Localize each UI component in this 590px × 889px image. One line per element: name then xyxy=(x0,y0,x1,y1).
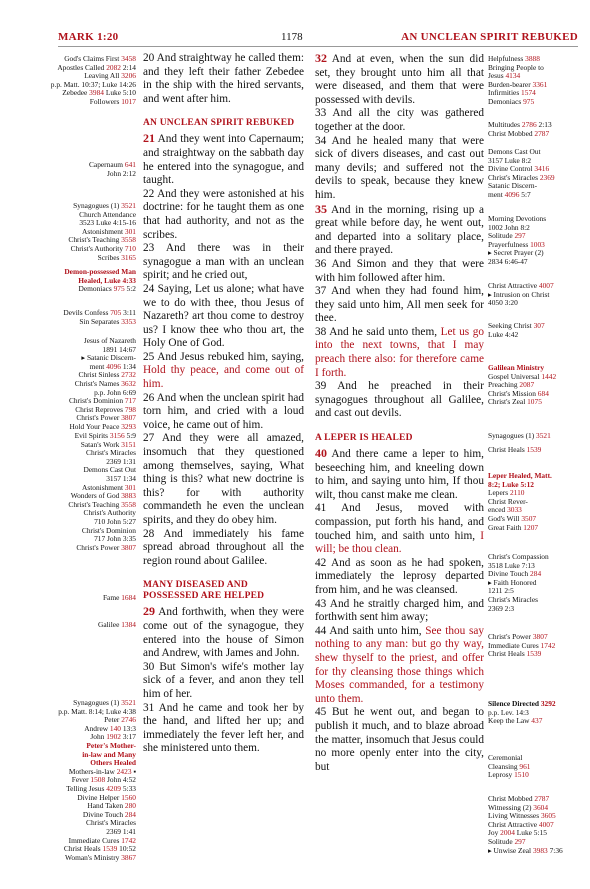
margin-reference-line: God's Claims First 3458 xyxy=(64,54,136,63)
text-column-right xyxy=(315,52,484,774)
margin-reference-line: Ceremonial xyxy=(488,753,523,762)
verse xyxy=(315,107,484,134)
header-rule xyxy=(58,46,578,47)
margin-reference-line: Leper Healed, Matt. xyxy=(488,471,552,480)
verse-number: 22 xyxy=(143,187,155,200)
margin-reference-block xyxy=(488,432,590,441)
margin-reference-line: Jesus 4134 xyxy=(488,71,521,81)
margin-reference-line: Demons Cast Out xyxy=(83,465,136,475)
margin-reference-line: Christ's Miracles xyxy=(86,818,136,828)
margin-reference-line: 1891 14:67 xyxy=(102,344,136,354)
verse-text: And he said unto them, xyxy=(329,325,438,338)
margin-reference-line: Synagogues (1) 3521 xyxy=(488,431,551,440)
verse xyxy=(143,605,304,660)
verse-number: 29 xyxy=(143,604,155,619)
margin-reference-line: Followers 1017 xyxy=(89,96,136,106)
verse xyxy=(315,203,484,258)
margin-reference-line: Luke 4:42 xyxy=(488,329,519,339)
verse xyxy=(315,285,484,326)
margin-reference-line: 717 John 3:35 xyxy=(94,534,136,544)
margin-reference-line: Healed, Luke 4:33 xyxy=(78,275,136,285)
section-heading: A LEPER IS HEALED xyxy=(315,433,413,444)
verse xyxy=(143,52,304,106)
margin-reference-block xyxy=(488,215,590,267)
margin-reference-line: Christ's Authority 710 xyxy=(70,243,136,253)
margin-reference-line: Christ's Miracles xyxy=(488,594,538,604)
margin-reference-line: 3523 Luke 4:15-16 xyxy=(79,218,136,228)
verse xyxy=(315,502,484,556)
verse-number: 32 xyxy=(315,51,327,65)
verse xyxy=(315,380,484,421)
margin-reference-block xyxy=(488,55,590,107)
verse xyxy=(315,52,484,107)
verse-number: 38 xyxy=(315,325,327,338)
margin-reference-line: Fever 1508 John 4:52 xyxy=(71,775,136,785)
verse-number: 41 xyxy=(315,502,327,515)
margin-reference-line: Christ Sinless 2732 xyxy=(78,370,136,380)
margin-reference-line: 2369 2:3 xyxy=(488,603,515,613)
margin-reference-line: Christ's Miracles 2369 xyxy=(488,172,555,182)
margin-reference-line: Multitudes 2786 2:13 xyxy=(488,120,552,129)
verse-number: 35 xyxy=(315,201,327,216)
margin-reference-line: Apostles Called 2082 2:14 xyxy=(57,62,136,72)
verse-text: And Jesus, moved with compassion, put forth his hand, and touched him, and saith unto him, xyxy=(315,502,484,542)
margin-reference-line: Immediate Cures 1742 xyxy=(488,640,556,650)
margin-reference-line: ment 4096 5:7 xyxy=(488,189,531,199)
margin-reference-line: Scribes 3165 xyxy=(97,252,136,262)
margin-reference-line: 2834 6:46-47 xyxy=(488,256,528,266)
verse-number: 26 xyxy=(143,391,155,404)
margin-reference-line: Woman's Ministry 3867 xyxy=(65,852,136,862)
margin-reference-line: Christ's Dominion 717 xyxy=(68,396,136,406)
margin-reference-line: Christ's Miracles xyxy=(86,448,136,458)
verse-text: And Simon and they that were with him followed after him. xyxy=(315,257,485,284)
margin-reference-line: Joy 2004 Luke 5:15 xyxy=(488,828,547,838)
verse-number: 36 xyxy=(315,257,327,270)
verse-text: And saith unto him, xyxy=(329,624,422,637)
margin-reference-line: Demon-possessed Man xyxy=(64,267,136,276)
margin-reference-line: Bringing People to xyxy=(488,62,544,72)
margin-reference-line: Satanic Discern- xyxy=(488,181,538,191)
verse-text: And they were all amazed, insomuch that they questioned among themselves, saying, What thing is this? what new doctrine is this? for with authority commandeth he even the unclean spirits, and they do obey him. xyxy=(143,432,305,526)
margin-reference-line: 4050 3:20 xyxy=(488,298,518,308)
text-column-left xyxy=(143,52,304,756)
verse-number: 31 xyxy=(143,701,155,714)
section-running-head: AN UNCLEAN SPIRIT REBUKED xyxy=(401,31,578,43)
words-of-christ: Let us go into the next towns, that I may preach there also: for therefore came I forth. xyxy=(315,325,485,379)
margin-reference-line: Great Faith 1207 xyxy=(488,522,539,532)
verse-number: 40 xyxy=(315,446,327,461)
margin-reference-line: ▸ Secret Prayer (2) xyxy=(488,248,544,258)
margin-reference-block xyxy=(488,282,590,308)
margin-reference-block xyxy=(488,148,590,200)
margin-reference-line: Christ's Dominion xyxy=(81,525,136,535)
verse-number: 27 xyxy=(143,432,155,445)
margin-reference-block xyxy=(488,633,590,659)
margin-reference-block xyxy=(488,446,590,455)
margin-reference-block xyxy=(0,161,136,178)
verse-number: 20 xyxy=(143,52,155,64)
verse-text: And as soon as he had spoken, immediately the leprosy departed from him, and he was cleansed. xyxy=(315,556,484,596)
verse xyxy=(143,188,304,242)
margin-reference-line: Christ's Mission 684 xyxy=(488,388,549,398)
verse xyxy=(143,702,304,756)
margin-reference-line: Peter's Mother- xyxy=(86,740,136,750)
margin-reference-line: Christ Heals 1539 xyxy=(488,445,542,454)
margin-reference-line: Helpfulness 3888 xyxy=(488,54,540,63)
margin-reference-line: Preaching 2087 xyxy=(488,380,535,390)
margin-reference-line: Christ's Power 3807 xyxy=(488,632,548,641)
verse-text: And all the city was gathered together at the door. xyxy=(315,107,484,133)
margin-reference-line: Morning Devotions xyxy=(488,214,547,223)
margin-reference-line: God's Will 3507 xyxy=(488,513,537,523)
margin-reference-block xyxy=(0,337,136,432)
verse xyxy=(143,132,304,187)
margin-reference-line: Demoniacs 975 xyxy=(488,96,535,106)
verse xyxy=(143,392,304,433)
margin-reference-line: Astonishment 301 xyxy=(82,226,136,236)
words-of-christ: I will; be thou clean. xyxy=(315,529,484,556)
margin-reference-line: Christ Mobbed 2787 xyxy=(488,128,550,138)
margin-reference-line: Divine Touch 284 xyxy=(82,809,136,819)
margin-reference-line: Hand Taken 280 xyxy=(87,801,136,811)
margin-reference-line: Synagogues (1) 3521 xyxy=(73,698,136,707)
verse-text: And in the morning, rising up a great while before day, he went out, and departed into a solitary place, and there prayed. xyxy=(315,203,485,257)
margin-reference-block xyxy=(488,754,590,780)
margin-reference-block xyxy=(0,55,136,107)
margin-reference-block xyxy=(0,202,136,262)
verse-number: 43 xyxy=(315,597,327,610)
verse xyxy=(315,557,484,598)
verse xyxy=(143,432,304,527)
margin-reference-line: Christ's Power 3807 xyxy=(76,413,136,423)
margin-reference-line: Evil Spirits 3156 5:9 xyxy=(74,431,136,440)
margin-reference-line: Leaving All 3206 xyxy=(84,71,136,81)
margin-reference-block xyxy=(488,795,590,855)
margin-reference-line: Astonishment 301 xyxy=(82,482,136,492)
verse-text: And he healed many that were sick of divers diseases, and cast out many devils; and suffered not the devils to speak, because they knew him. xyxy=(315,134,485,201)
margin-reference-line: Sin Separates 3353 xyxy=(79,316,136,326)
margin-reference-line: p.p. Matt. 8:14; Luke 4:38 xyxy=(58,706,136,716)
verse-text: And they went into Capernaum; and straightway on the sabbath day he entered into the synagogue, and taught. xyxy=(143,133,304,187)
margin-reference-line: Divine Control 3416 xyxy=(488,164,550,174)
margin-reference-block xyxy=(0,432,136,552)
margin-reference-line: Christ Rever- xyxy=(488,496,528,506)
verse-text: And there was in their synagogue a man with an unclean spirit; and he cried out, xyxy=(143,242,304,282)
verse-text: Saying, Let us alone; what have we to do with thee, thou Jesus of Nazareth? art thou come to destroy us? I know thee who thou art, the Holy One of God. xyxy=(143,282,305,350)
verse xyxy=(315,135,484,203)
verse xyxy=(315,326,484,380)
section-heading: MANY DISEASED AND POSSESSED ARE HELPED xyxy=(143,580,265,602)
verse-number: 33 xyxy=(315,107,327,120)
margin-reference-line: Christ's Names 3632 xyxy=(74,378,136,388)
page-number: 1178 xyxy=(281,31,303,43)
margin-reference-line: Fame 1684 xyxy=(102,593,136,602)
margin-reference-line: Christ's Teaching 3558 xyxy=(68,235,136,245)
margin-reference-line: Living Witnesses 3605 xyxy=(488,811,556,821)
margin-reference-line: in-law and Many xyxy=(82,749,136,759)
margin-reference-block xyxy=(488,553,590,613)
margin-reference-line: Christ's Power 3807 xyxy=(76,542,136,552)
margin-reference-line: 1211 2:5 xyxy=(488,586,514,596)
margin-reference-line: p.p. Lev. 14:3 xyxy=(488,707,529,717)
margin-reference-line: Infirmities 1574 xyxy=(488,88,536,98)
margin-reference-line: Divine Helper 1560 xyxy=(77,792,136,802)
margin-reference-line: Christ Attractive 4007 xyxy=(488,819,554,829)
verse xyxy=(143,528,304,569)
margin-reference-line: Telling Jesus 4209 5:33 xyxy=(66,783,136,793)
margin-reference-block xyxy=(488,322,590,339)
margin-reference-line: Divine Touch 284 xyxy=(488,569,542,579)
margin-reference-line: 3518 Luke 7:13 xyxy=(488,560,535,570)
margin-reference-line: Burden-bearer 3361 xyxy=(488,79,548,89)
margin-reference-line: Cleansing 961 xyxy=(488,761,531,771)
margin-reference-line: Demons Cast Out xyxy=(488,147,541,156)
margin-reference-line: Immediate Cures 1742 xyxy=(68,835,136,845)
margin-reference-line: 2369 1:41 xyxy=(106,826,136,836)
margin-reference-line: ▸ Faith Honored xyxy=(488,577,537,587)
verse-number: 34 xyxy=(315,134,327,147)
words-of-christ: See thou say nothing to any man: but go thy way, shew thyself to the priest, and offer for thy cleansing those things which Moses commanded, for a testimony unto them. xyxy=(315,624,484,705)
verse-number: 45 xyxy=(315,706,327,719)
verse xyxy=(143,283,304,351)
margin-reference-line: Demoniacs 975 5:2 xyxy=(78,284,136,294)
verse-text: And Jesus rebuked him, saying, xyxy=(157,350,304,363)
margin-reference-line: Galilee 1384 xyxy=(98,620,136,629)
verse xyxy=(143,351,304,392)
margin-reference-line: Witnessing (2) 3604 xyxy=(488,802,549,812)
verse xyxy=(143,242,304,283)
margin-reference-block xyxy=(0,268,136,294)
margin-reference-line: Andrew 140 13:3 xyxy=(84,723,136,733)
verse-text: But Simon's wife's mother lay sick of a fever, and anon they tell him of her. xyxy=(143,660,304,700)
verse-number: 37 xyxy=(315,285,327,298)
margin-reference-line: Solitude 297 xyxy=(488,836,526,846)
margin-reference-line: 710 John 5:27 xyxy=(94,516,136,526)
verse-number: 39 xyxy=(315,380,327,393)
margin-reference-block xyxy=(0,309,136,326)
margin-reference-line: Mothers-in-law 2423 ▪ xyxy=(68,766,136,776)
margin-reference-line: Solitude 297 xyxy=(488,231,526,241)
verse-number: 24 xyxy=(143,282,155,295)
margin-reference-line: ▸ Satanic Discern- xyxy=(81,353,136,363)
margin-reference-block xyxy=(488,472,590,532)
verse-number: 44 xyxy=(315,624,327,637)
verse-text: And forthwith, when they were come out of the synagogue, they entered into the house of Simon and Andrew, with James and John. xyxy=(143,606,304,660)
verse-text: And straightway he called them: and they left their father Zebedee in the ship with the hired servants, and went after him. xyxy=(143,52,304,105)
verse-text: And he straitly charged him, and forthwith sent him away; xyxy=(315,597,485,624)
margin-reference-line: Others Healed xyxy=(90,758,136,768)
margin-reference-line: Prayerfulness 1003 xyxy=(488,239,545,249)
margin-reference-line: John 1902 3:17 xyxy=(90,732,136,742)
margin-reference-line: Seeking Christ 307 xyxy=(488,321,545,330)
margin-reference-block xyxy=(0,594,136,603)
margin-reference-block xyxy=(488,121,590,138)
verse-text: And they were astonished at his doctrine: for he taught them as one that had authority, and not as the scribes. xyxy=(143,187,304,241)
margin-reference-line: Hold Your Peace 3293 xyxy=(69,421,136,431)
margin-reference-line: John 2:12 xyxy=(107,168,136,178)
margin-reference-line: Christ Reproves 798 xyxy=(75,404,136,414)
verse xyxy=(143,661,304,702)
margin-reference-line: ▸ Unwise Zeal 3983 7:36 xyxy=(488,845,563,855)
margin-reference-line: 3157 Luke 8:2 xyxy=(488,155,532,165)
verse-number: 21 xyxy=(143,131,155,146)
verse-number: 25 xyxy=(143,350,155,363)
margin-reference-line: p.p. John 6:69 xyxy=(94,387,136,397)
verse-number: 28 xyxy=(143,527,155,540)
margin-reference-block xyxy=(488,700,590,726)
margin-reference-line: 2369 1:31 xyxy=(106,456,136,466)
margin-reference-block xyxy=(0,621,136,630)
words-of-christ: Hold thy peace, and come out of him. xyxy=(143,364,304,391)
margin-reference-line: Keep the Law 437 xyxy=(488,716,543,726)
margin-reference-line: Christ Attractive 4007 xyxy=(488,281,554,290)
margin-reference-line: Jesus of Nazareth xyxy=(83,336,136,345)
margin-reference-line: Christ's Compassion xyxy=(488,552,549,561)
verse-text: And at even, when the sun did set, they brought unto him all that were diseased, and them that were possessed with devils. xyxy=(315,53,484,106)
margin-reference-line: Christ Mobbed 2787 xyxy=(488,794,550,803)
margin-reference-line: p.p. Matt. 10:37; Luke 14:26 xyxy=(50,79,136,89)
margin-reference-line: Silence Directed 3292 xyxy=(488,699,556,708)
verse-number: 42 xyxy=(315,556,327,569)
verse-text: And when the unclean spirit had torn him, and cried with a loud voice, he came out of him. xyxy=(143,391,304,431)
page-header xyxy=(0,0,590,43)
margin-reference-block xyxy=(488,364,590,407)
verse-text: And there came a leper to him, beseeching him, and kneeling down to him, and saying unto him, If thou wilt, thou canst make me clean. xyxy=(315,448,484,501)
margin-reference-line: enced 3033 xyxy=(488,505,522,515)
margin-reference-line: Capernaum 641 xyxy=(88,160,136,169)
verse-text: And he came and took her by the hand, and lifted her up; and immediately the fever left her, and she ministered unto them. xyxy=(143,701,305,755)
margin-reference-line: Galilean Ministry xyxy=(488,363,545,372)
margin-reference-line: ▸ Intrusion on Christ xyxy=(488,289,550,299)
section-heading: AN UNCLEAN SPIRIT REBUKED xyxy=(143,118,295,129)
margin-reference-line: Wonders of God 3883 xyxy=(70,491,136,501)
verse xyxy=(315,258,484,285)
verse xyxy=(315,598,484,625)
margin-reference-line: Christ's Teaching 3558 xyxy=(68,499,136,509)
margin-reference-line: Christ Heals 1539 xyxy=(488,649,542,659)
margin-reference-line: Lepers 2110 xyxy=(488,488,525,498)
verse xyxy=(315,625,484,707)
margin-reference-line: Synagogues (1) 3521 xyxy=(73,201,136,210)
book-chapter-reference: MARK 1:20 xyxy=(58,31,119,43)
margin-reference-line: Satan's Work 3151 xyxy=(80,439,136,449)
verse xyxy=(315,447,484,502)
margin-reference-line: Devils Confess 705 3:11 xyxy=(63,308,136,317)
verse xyxy=(315,706,484,774)
verse-text: But he went out, and began to publish it much, and to blaze abroad the matter, insomuch that Jesus could no more openly enter into the city, but xyxy=(315,706,484,773)
verse-number: 30 xyxy=(143,660,155,673)
margin-reference-line: Zebedee 3984 Luke 5:10 xyxy=(62,88,136,98)
margin-reference-line: Leprosy 1510 xyxy=(488,770,529,780)
margin-reference-line: Christ Heals 1539 10:52 xyxy=(63,844,136,854)
margin-reference-line: ment 4096 1:34 xyxy=(89,361,136,371)
margin-reference-line: Gospel Universal 1442 xyxy=(488,371,557,381)
margin-reference-line: Church Attendance xyxy=(79,209,136,219)
margin-reference-line: Christ's Authority xyxy=(83,508,136,518)
margin-reference-block xyxy=(0,699,136,862)
margin-reference-line: Christ's Zeal 1075 xyxy=(488,397,542,407)
margin-reference-line: Peter 2746 xyxy=(104,715,136,725)
verse-number: 23 xyxy=(143,242,155,255)
margin-reference-line: 1002 John 8:2 xyxy=(488,222,530,232)
verse-text: And when they had found him, they said unto him, All men seek for thee. xyxy=(315,285,485,325)
verse-text: And immediately his fame spread abroad throughout all the region round about Galilee. xyxy=(143,527,304,567)
verse-text: And he preached in their synagogues throughout all Galilee, and cast out devils. xyxy=(315,380,484,420)
margin-reference-line: 8:2; Luke 5:12 xyxy=(488,479,534,489)
margin-reference-line: 3157 1:34 xyxy=(106,473,136,483)
